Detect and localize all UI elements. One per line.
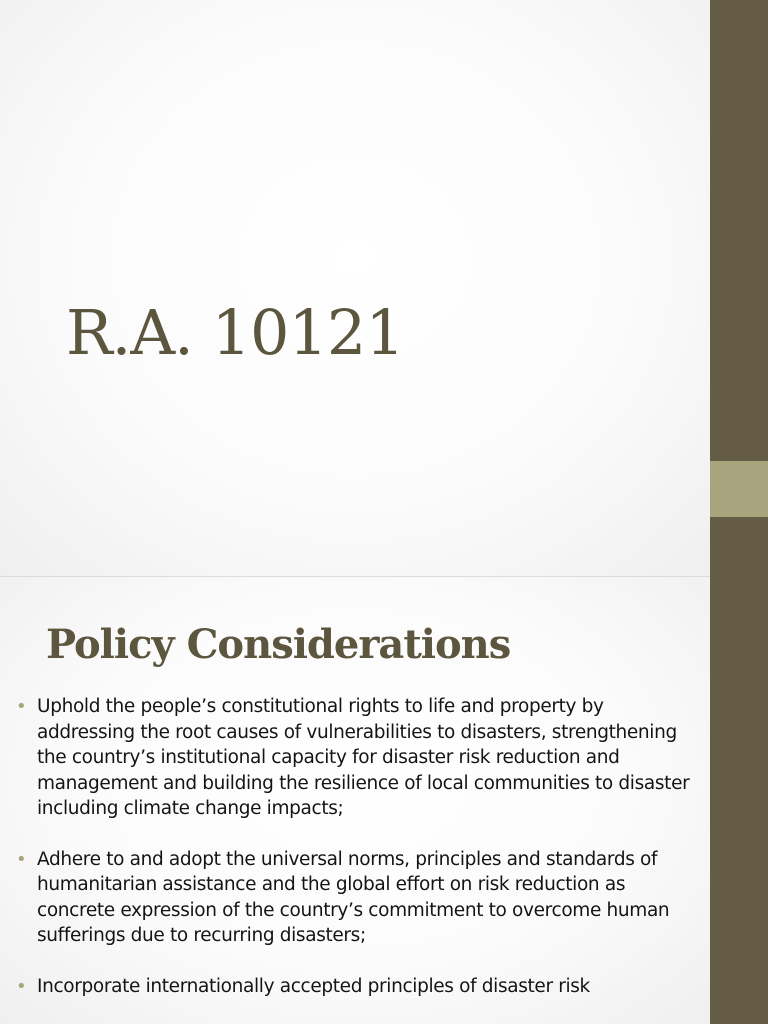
bullet-dot-icon: • — [16, 848, 27, 870]
bullet-item — [16, 847, 706, 949]
bullet-item — [16, 694, 706, 822]
bullet-text: Uphold the people’s constitutional rights to life and property by addressing the root causes of vulnerabilities to disasters, strengthening the country’s institutional capacity for disaster risk reduction and management and building the resilience of local communities to disaster including climate change impacts; — [37, 696, 690, 819]
slide-2 — [0, 576, 710, 1024]
sidebar-accent-band — [710, 461, 768, 517]
bullet-text: Incorporate internationally accepted principles of disaster risk — [37, 975, 590, 997]
bullet-text: Adhere to and adopt the universal norms, principles and standards of humanitarian assistance and the global effort on risk reduction as concrete expression of the country’s commitment to overcome human sufferings due to recurring disasters; — [37, 848, 670, 946]
slide-heading: Policy Considerations — [46, 621, 511, 668]
bullet-item — [16, 974, 706, 1000]
slide-title: R.A. 10121 — [66, 296, 404, 369]
bullet-list — [16, 694, 706, 1024]
bullet-dot-icon: • — [16, 696, 27, 717]
bullet-dot-icon: • — [16, 975, 27, 997]
